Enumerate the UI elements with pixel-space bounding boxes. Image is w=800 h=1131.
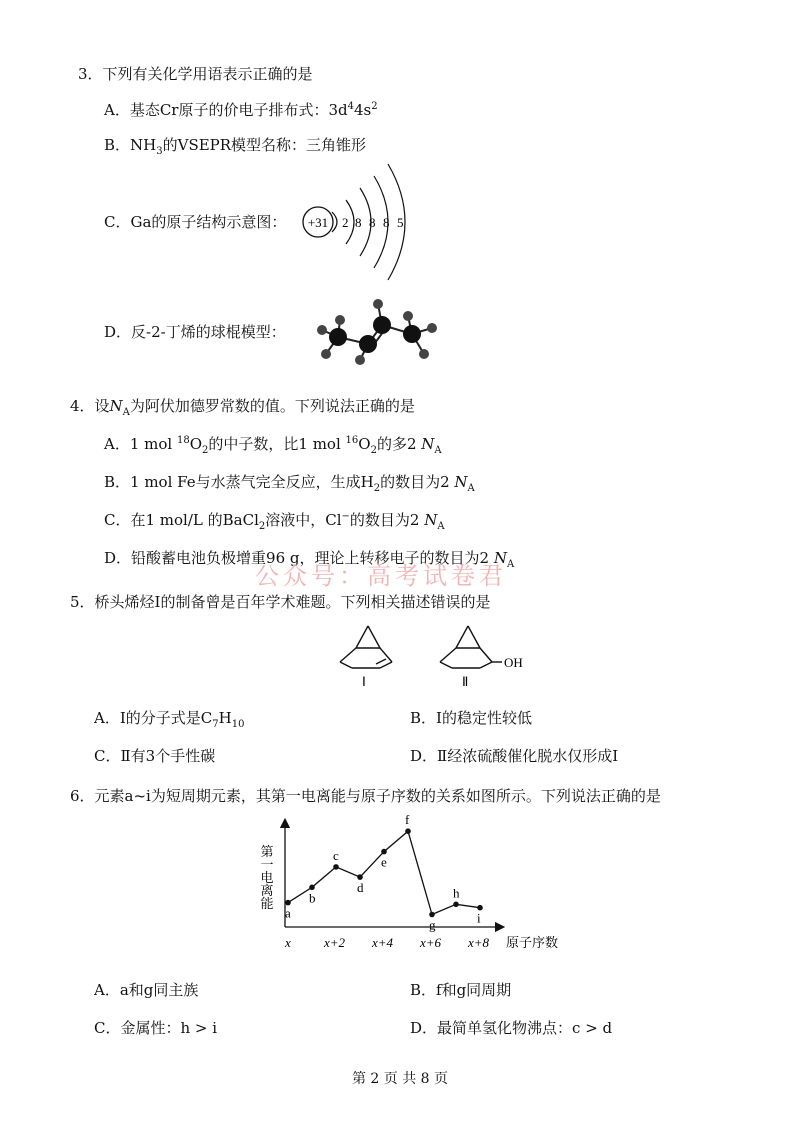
carbon-atom bbox=[373, 316, 391, 334]
data-point-g bbox=[429, 912, 435, 918]
oh-group-label: OH bbox=[504, 655, 523, 670]
hydrogen-atom bbox=[419, 349, 429, 359]
q4-stem: 4．设$N_A$为阿伏加德罗常数的值。下列说法正确的是 bbox=[70, 397, 415, 418]
x-tick-label: x+8 bbox=[468, 935, 490, 950]
x-tick-label: x+6 bbox=[420, 935, 442, 950]
point-label-c: c bbox=[333, 847, 339, 863]
shell-electron-count: 8 bbox=[355, 215, 362, 230]
series-line bbox=[288, 831, 480, 914]
shell-electron-count: 2 bbox=[342, 215, 349, 230]
data-point-d bbox=[357, 874, 363, 880]
hydrogen-atom bbox=[403, 311, 413, 321]
x-tick-label: x+2 bbox=[324, 935, 346, 950]
q5-stem: 5．桥头烯烃Ⅰ的制备曾是百年学术难题。下列相关描述错误的是 bbox=[70, 593, 491, 611]
q6-option-d: D．最简单氢化物沸点：c > d bbox=[410, 1019, 613, 1037]
hydrogen-atom bbox=[335, 315, 345, 325]
x-tick-label: x bbox=[285, 935, 291, 950]
q4-option-c: C．在1 mol/L 的BaCl$_2$溶液中，Cl−的数目为2 $N_A$ bbox=[104, 511, 445, 532]
x-tick-label: x+4 bbox=[372, 935, 394, 950]
label-II: Ⅱ bbox=[462, 674, 469, 689]
nucleus-charge: +31 bbox=[307, 215, 329, 230]
structure-I-bridgehead-alkene bbox=[340, 626, 392, 668]
q3-stem: 3．下列有关化学用语表示正确的是 bbox=[78, 65, 313, 83]
q6-option-b: B．f和g同周期 bbox=[410, 981, 512, 999]
bicyclic-structures bbox=[320, 618, 540, 698]
q3-option-d: D．反-2-丁烯的球棍模型： bbox=[104, 323, 286, 341]
hydrogen-atom bbox=[317, 325, 327, 335]
trans-2-butene-ball-stick-model bbox=[300, 292, 450, 372]
y-axis-label: 第一电离能 bbox=[258, 844, 274, 910]
data-point-c bbox=[333, 864, 339, 870]
point-label-d: d bbox=[357, 880, 364, 896]
label-I: Ⅰ bbox=[362, 674, 366, 689]
point-label-b: b bbox=[309, 890, 316, 906]
point-label-a: a bbox=[285, 905, 291, 921]
carbon-atom bbox=[403, 325, 421, 343]
q6-option-c: C．金属性：h > i bbox=[94, 1019, 218, 1037]
q5-option-c: C．Ⅱ有3个手性碳 bbox=[94, 747, 216, 765]
hydrogen-atom bbox=[373, 299, 383, 309]
data-point-f bbox=[405, 828, 411, 834]
q4-option-a: A．1 mol $^{18}O_2$的中子数，比1 mol $^{16}O_2$的多2 $N_A$ bbox=[104, 435, 442, 456]
hydrogen-atom bbox=[355, 355, 365, 365]
data-point-a bbox=[285, 900, 291, 906]
q3-option-b: B．$NH_3$的VSEPR模型名称：三角锥形 bbox=[104, 136, 367, 157]
q4-option-b: B．1 mol Fe与水蒸气完全反应，生成$H_2$的数目为2 $N_A$ bbox=[104, 473, 475, 494]
ionization-energy-chart bbox=[250, 815, 570, 965]
point-label-e: e bbox=[381, 854, 387, 870]
shell-electron-count: 5 bbox=[397, 215, 404, 230]
x-axis-label: 原子序数 bbox=[506, 935, 559, 950]
data-point-e bbox=[381, 849, 387, 855]
point-label-g: g bbox=[429, 917, 436, 933]
carbon-atom bbox=[359, 335, 377, 353]
q5-option-b: B．Ⅰ的稳定性较低 bbox=[410, 709, 532, 727]
shell-electron-count: 8 bbox=[369, 215, 376, 230]
q6-option-a: A．a和g同主族 bbox=[94, 981, 199, 999]
ga-atom-structure-diagram bbox=[298, 160, 428, 290]
point-label-h: h bbox=[453, 885, 460, 901]
carbon-atom bbox=[329, 328, 347, 346]
hydrogen-atom bbox=[321, 349, 331, 359]
structure-II-bicyclic-alcohol bbox=[440, 626, 502, 668]
shell-electron-count: 8 bbox=[383, 215, 390, 230]
data-point-i bbox=[477, 905, 483, 911]
q6-stem: 6．元素a~i为短周期元素，其第一电离能与原子序数的关系如图所示。下列说法正确的是 bbox=[70, 787, 661, 805]
point-label-f: f bbox=[405, 815, 410, 828]
q5-option-d: D．Ⅱ经浓硫酸催化脱水仅形成Ⅰ bbox=[410, 747, 619, 765]
q5-option-a: A．Ⅰ的分子式是$C_7H_{10}$ bbox=[94, 709, 245, 730]
data-point-b bbox=[309, 885, 315, 891]
hydrogen-atom bbox=[427, 323, 437, 333]
data-point-h bbox=[453, 902, 459, 908]
point-label-i: i bbox=[477, 910, 481, 926]
q3-option-a: A．基态Cr原子的价电子排布式：$3d^44s^2$ bbox=[104, 101, 378, 119]
page-footer: 第 2 页 共 8 页 bbox=[351, 1071, 449, 1087]
q4-option-d: D．铅酸蓄电池负极增重96 g，理论上转移电子的数目为2 $N_A$ bbox=[104, 549, 515, 570]
watermark-text: 公众号：高考试卷君 bbox=[255, 562, 507, 590]
q3-option-c: C．Ga的原子结构示意图： bbox=[104, 213, 287, 231]
